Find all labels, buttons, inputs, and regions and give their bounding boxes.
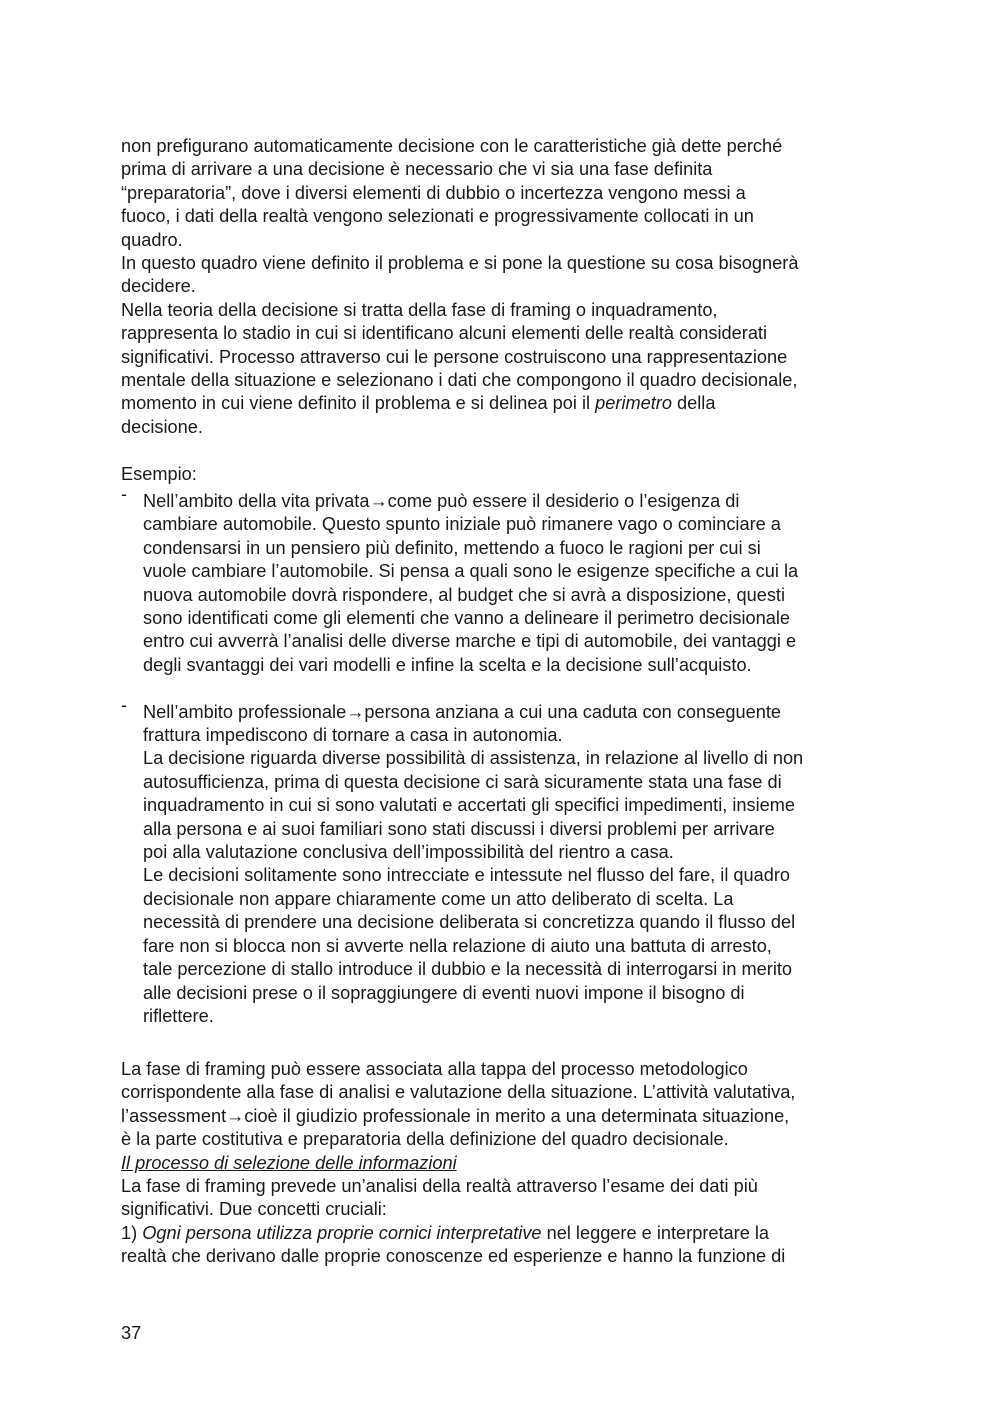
- text-line: significativi. Due concetti cruciali:: [121, 1199, 387, 1220]
- bullet-dash: -: [121, 484, 127, 504]
- text-line: quadro.: [121, 229, 183, 250]
- text-line: vuole cambiare l’automobile. Si pensa a quali sono le esigenze specifiche a cui la: [143, 561, 799, 582]
- text-line: La fase di framing può essere associata alla tappa del processo metodologico: [121, 1059, 748, 1079]
- page-number: 37: [121, 1323, 142, 1343]
- text-line: prima di arrivare a una decisione è necessario che vi sia una fase definita: [121, 159, 713, 180]
- example-label: Esempio:: [121, 463, 197, 484]
- italic-term: perimetro: [595, 393, 672, 414]
- text-line: alle decisioni prese o il sopraggiungere di eventi nuovi impone il bisogno di: [143, 982, 745, 1003]
- text-line: Le decisioni solitamente sono intrecciate e intessute nel flusso del fare, il quadro: [143, 865, 791, 886]
- text-line: necessità di prendere una decisione deliberata si concretizza quando il flusso del: [143, 912, 796, 933]
- text-line: fuoco, i dati della realtà vengono selezionati e progressivamente collocati in un: [121, 206, 754, 227]
- italic-term: Ogni persona utilizza proprie cornici interpretative: [142, 1222, 542, 1243]
- text-line: decisionale non appare chiaramente come un atto deliberato di scelta. La: [143, 888, 734, 909]
- text-line: Nella teoria della decisione si tratta della fase di framing o inquadramento,: [121, 299, 718, 320]
- text-line: realtà che derivano dalle proprie conoscenze ed esperienze e hanno la funzione di: [121, 1246, 786, 1267]
- text-line: inquadramento in cui si sono valutati e accertati gli specifici impedimenti, insieme: [143, 795, 796, 816]
- text-line: Nell’ambito professionale→persona anziana a cui una caduta con conseguente: [143, 701, 781, 722]
- text-line: autosufficienza, prima di questa decisione ci sarà sicuramente stata una fase di: [143, 771, 782, 792]
- text-line: alla persona e ai suoi familiari sono stati discussi i diversi problemi per arrivare: [143, 818, 775, 839]
- text-line: rappresenta lo stadio in cui si identificano alcuni elementi delle realtà considerati: [121, 323, 768, 344]
- text-line: significativi. Processo attraverso cui le persone costruiscono una rappresentazione: [121, 346, 788, 367]
- text-line: poi alla valutazione conclusiva dell’impossibilità del rientro a casa.: [143, 842, 674, 863]
- text-line: mentale della situazione e selezionano i dati che compongono il quadro decisionale,: [121, 370, 798, 391]
- text-run: momento in cui viene definito il problema e si delinea poi il: [121, 393, 596, 414]
- bullet-dash: -: [121, 694, 127, 715]
- text-line: nuova automobile dovrà rispondere, al budget che si avrà a disposizione, questi: [143, 584, 786, 605]
- text-line: decisione.: [121, 416, 203, 437]
- text-line: è la parte costitutiva e preparatoria della definizione del quadro decisionale.: [121, 1129, 729, 1150]
- text-line: degli svantaggi dei vari modelli e infine la scelta e la decisione sull’acquisto.: [143, 654, 752, 675]
- text-line: decidere.: [121, 276, 196, 297]
- text-line: tale percezione di stallo introduce il dubbio e la necessità di interrogarsi in merito: [143, 959, 793, 980]
- text-line: fare non si blocca non si avverte nella relazione di aiuto una battuta di arresto,: [143, 935, 772, 956]
- text-line: [121, 1222, 891, 1245]
- example-list: [121, 484, 891, 1028]
- text-line: cambiare automobile. Questo spunto iniziale può rimanere vago o cominciare a: [143, 514, 781, 535]
- text-line: [121, 392, 891, 415]
- text-line: corrispondente alla fase di analisi e valutazione della situazione. L’attività valutativa,: [121, 1082, 796, 1103]
- text-run: della: [671, 393, 716, 414]
- intro-paragraph: [121, 135, 891, 486]
- text-line: l’assessment→cioè il giudizio professionale in merito a una determinata situazione,: [121, 1105, 790, 1126]
- text-run: nel leggere e interpretare la: [541, 1222, 770, 1243]
- text-line: condensarsi in un pensiero più definito, mettendo a fuoco le ragioni per cui si: [143, 537, 761, 558]
- text-line: riflettere.: [143, 1005, 214, 1026]
- text-line: entro cui avverrà l’analisi delle diverse marche e tipi di automobile, dei vantaggi e: [143, 631, 797, 652]
- text-line: “preparatoria”, dove i diversi elementi di dubbio o incertezza vengono messi a: [121, 182, 746, 203]
- text-line: In questo quadro viene definito il problema e si pone la questione su cosa bisognerà: [121, 253, 799, 274]
- section-title: Il processo di selezione delle informazioni: [121, 1152, 457, 1173]
- text-line: frattura impediscono di tornare a casa in autonomia.: [143, 725, 563, 746]
- list-item: [121, 694, 891, 1029]
- list-item: [121, 484, 891, 677]
- framing-paragraph: [121, 1058, 891, 1269]
- text-line: La fase di framing prevede un’analisi della realtà attraverso l’esame dei dati più: [121, 1176, 758, 1197]
- text-line: Nell’ambito della vita privata→come può essere il desiderio o l’esigenza di: [143, 491, 740, 511]
- text-line: sono identificati come gli elementi che vanno a delineare il perimetro decisionale: [143, 608, 791, 629]
- text-run: 1): [121, 1222, 143, 1243]
- text-line: non prefigurano automaticamente decisione con le caratteristiche già dette perché: [121, 136, 783, 156]
- text-line: La decisione riguarda diverse possibilità di assistenza, in relazione al livello di non: [143, 748, 804, 769]
